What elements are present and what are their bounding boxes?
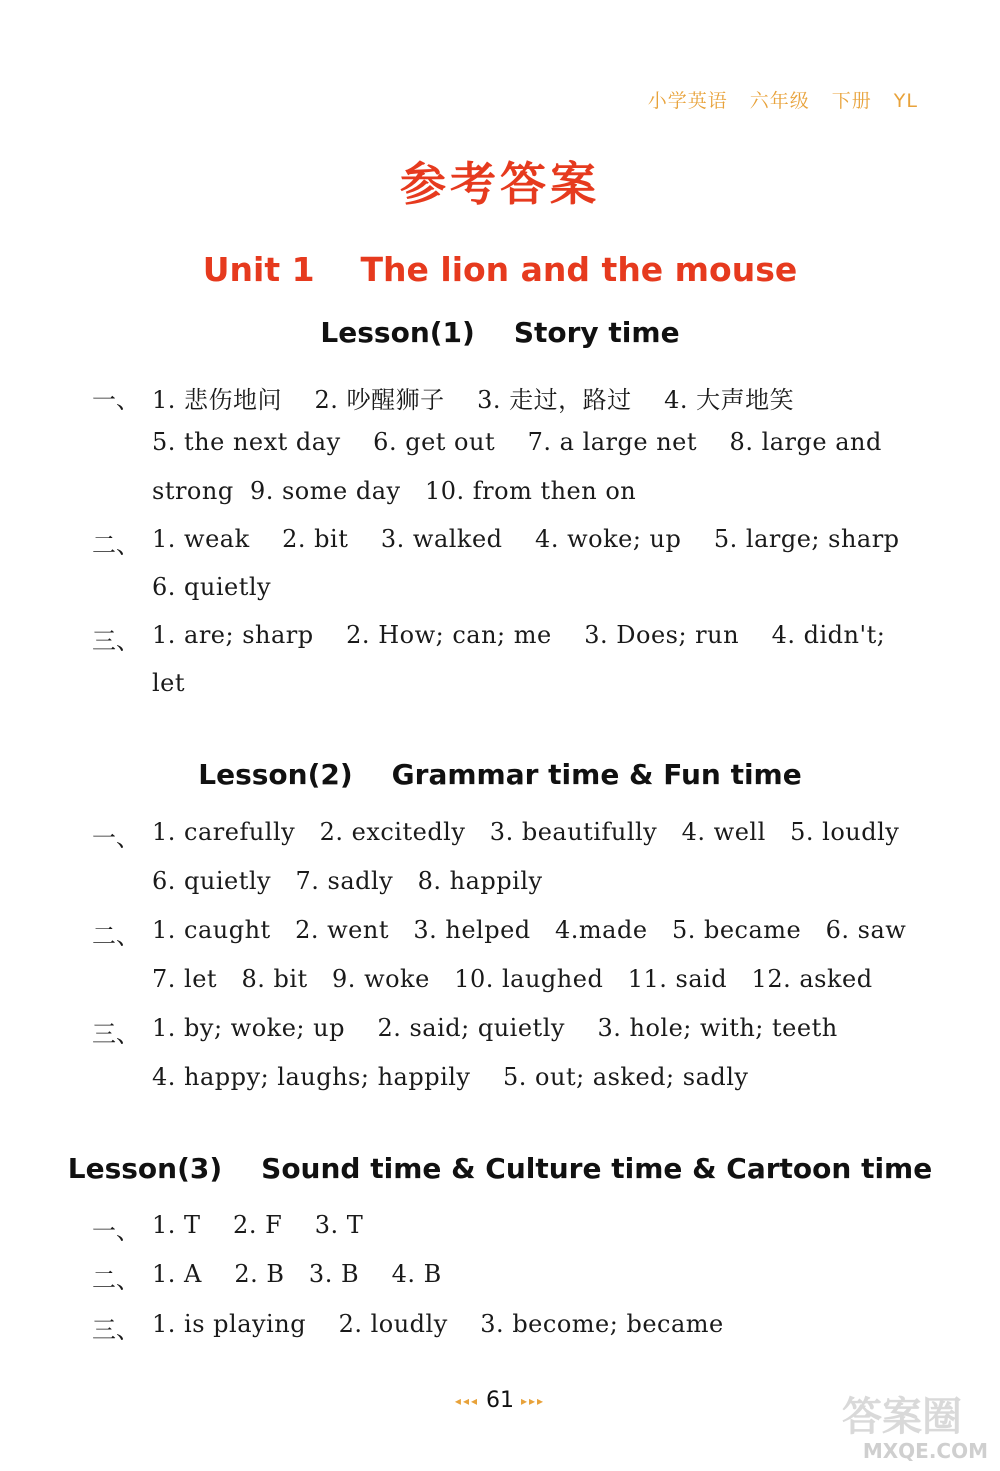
next-arrows-icon: ▸▸▸ <box>521 1394 546 1408</box>
prev-arrows-icon: ◂◂◂ <box>454 1394 479 1408</box>
watermark-url: MXQE.COM <box>862 1439 988 1463</box>
answer-line: strong 9. some day 10. from then on <box>152 477 637 505</box>
header-subject: 小学英语 <box>647 90 728 112</box>
answer-line: 1. carefully 2. excitedly 3. beautifully 4. well 5. loudly <box>152 818 900 846</box>
lesson-3-section-1-mark: 一、 <box>92 1217 140 1245</box>
page-number: 61 <box>486 1388 514 1413</box>
lesson-3-title: Lesson(3) Sound time & Culture time & Cartoon time <box>67 1152 933 1185</box>
answer-line: 1. A 2. B 3. B 4. B <box>152 1260 442 1288</box>
answer-line: 6. quietly 7. sadly 8. happily <box>152 867 543 895</box>
lesson-1-section-2-mark: 二、 <box>92 531 140 559</box>
watermark-logo <box>792 1385 992 1465</box>
lesson-2-section-3-mark: 三、 <box>92 1020 140 1048</box>
answer-line: 1. caught 2. went 3. helped 4.made 5. became 6. saw <box>152 916 907 944</box>
header-grade: 六年级 <box>749 90 810 112</box>
lesson-3-section-2-mark: 二、 <box>92 1266 140 1294</box>
unit-title: Unit 1 The lion and the mouse <box>202 250 798 289</box>
watermark-text: 答案圈 <box>842 1394 962 1440</box>
answer-line: 1. T 2. F 3. T <box>152 1211 364 1239</box>
page-title: 参考答案 <box>400 157 600 211</box>
answer-line: 1. 悲伤地问 2. 吵醒狮子 3. 走过，路过 4. 大声地笑 <box>152 386 795 414</box>
answer-line: let <box>152 669 186 697</box>
lesson-1-section-3-mark: 三、 <box>92 627 140 655</box>
header-edition: YL <box>893 90 918 112</box>
lesson-3-section-3-mark: 三、 <box>92 1316 140 1344</box>
answer-line: 1. is playing 2. loudly 3. become; became <box>152 1310 724 1338</box>
answer-line: 5. the next day 6. get out 7. a large net 8. large and <box>152 428 882 456</box>
answer-line: 6. quietly <box>152 573 272 601</box>
answer-line: 1. are; sharp 2. How; can; me 3. Does; run 4. didn't; <box>152 621 886 649</box>
lesson-1-title: Lesson(1) Story time <box>320 316 680 349</box>
answer-line: 4. happy; laughs; happily 5. out; asked; sadly <box>152 1063 749 1091</box>
answer-line: 7. let 8. bit 9. woke 10. laughed 11. said 12. asked <box>152 965 873 993</box>
lesson-2-section-1-mark: 一、 <box>92 824 140 852</box>
answer-line: 1. weak 2. bit 3. walked 4. woke; up 5. large; sharp <box>152 525 900 553</box>
header-volume: 下册 <box>831 90 872 112</box>
lesson-2-title: Lesson(2) Grammar time & Fun time <box>198 758 802 791</box>
answer-line: 1. by; woke; up 2. said; quietly 3. hole; with; teeth <box>152 1014 838 1042</box>
lesson-2-section-2-mark: 二、 <box>92 922 140 950</box>
page-header <box>648 86 918 113</box>
lesson-1-section-1-mark: 一、 <box>92 386 140 414</box>
